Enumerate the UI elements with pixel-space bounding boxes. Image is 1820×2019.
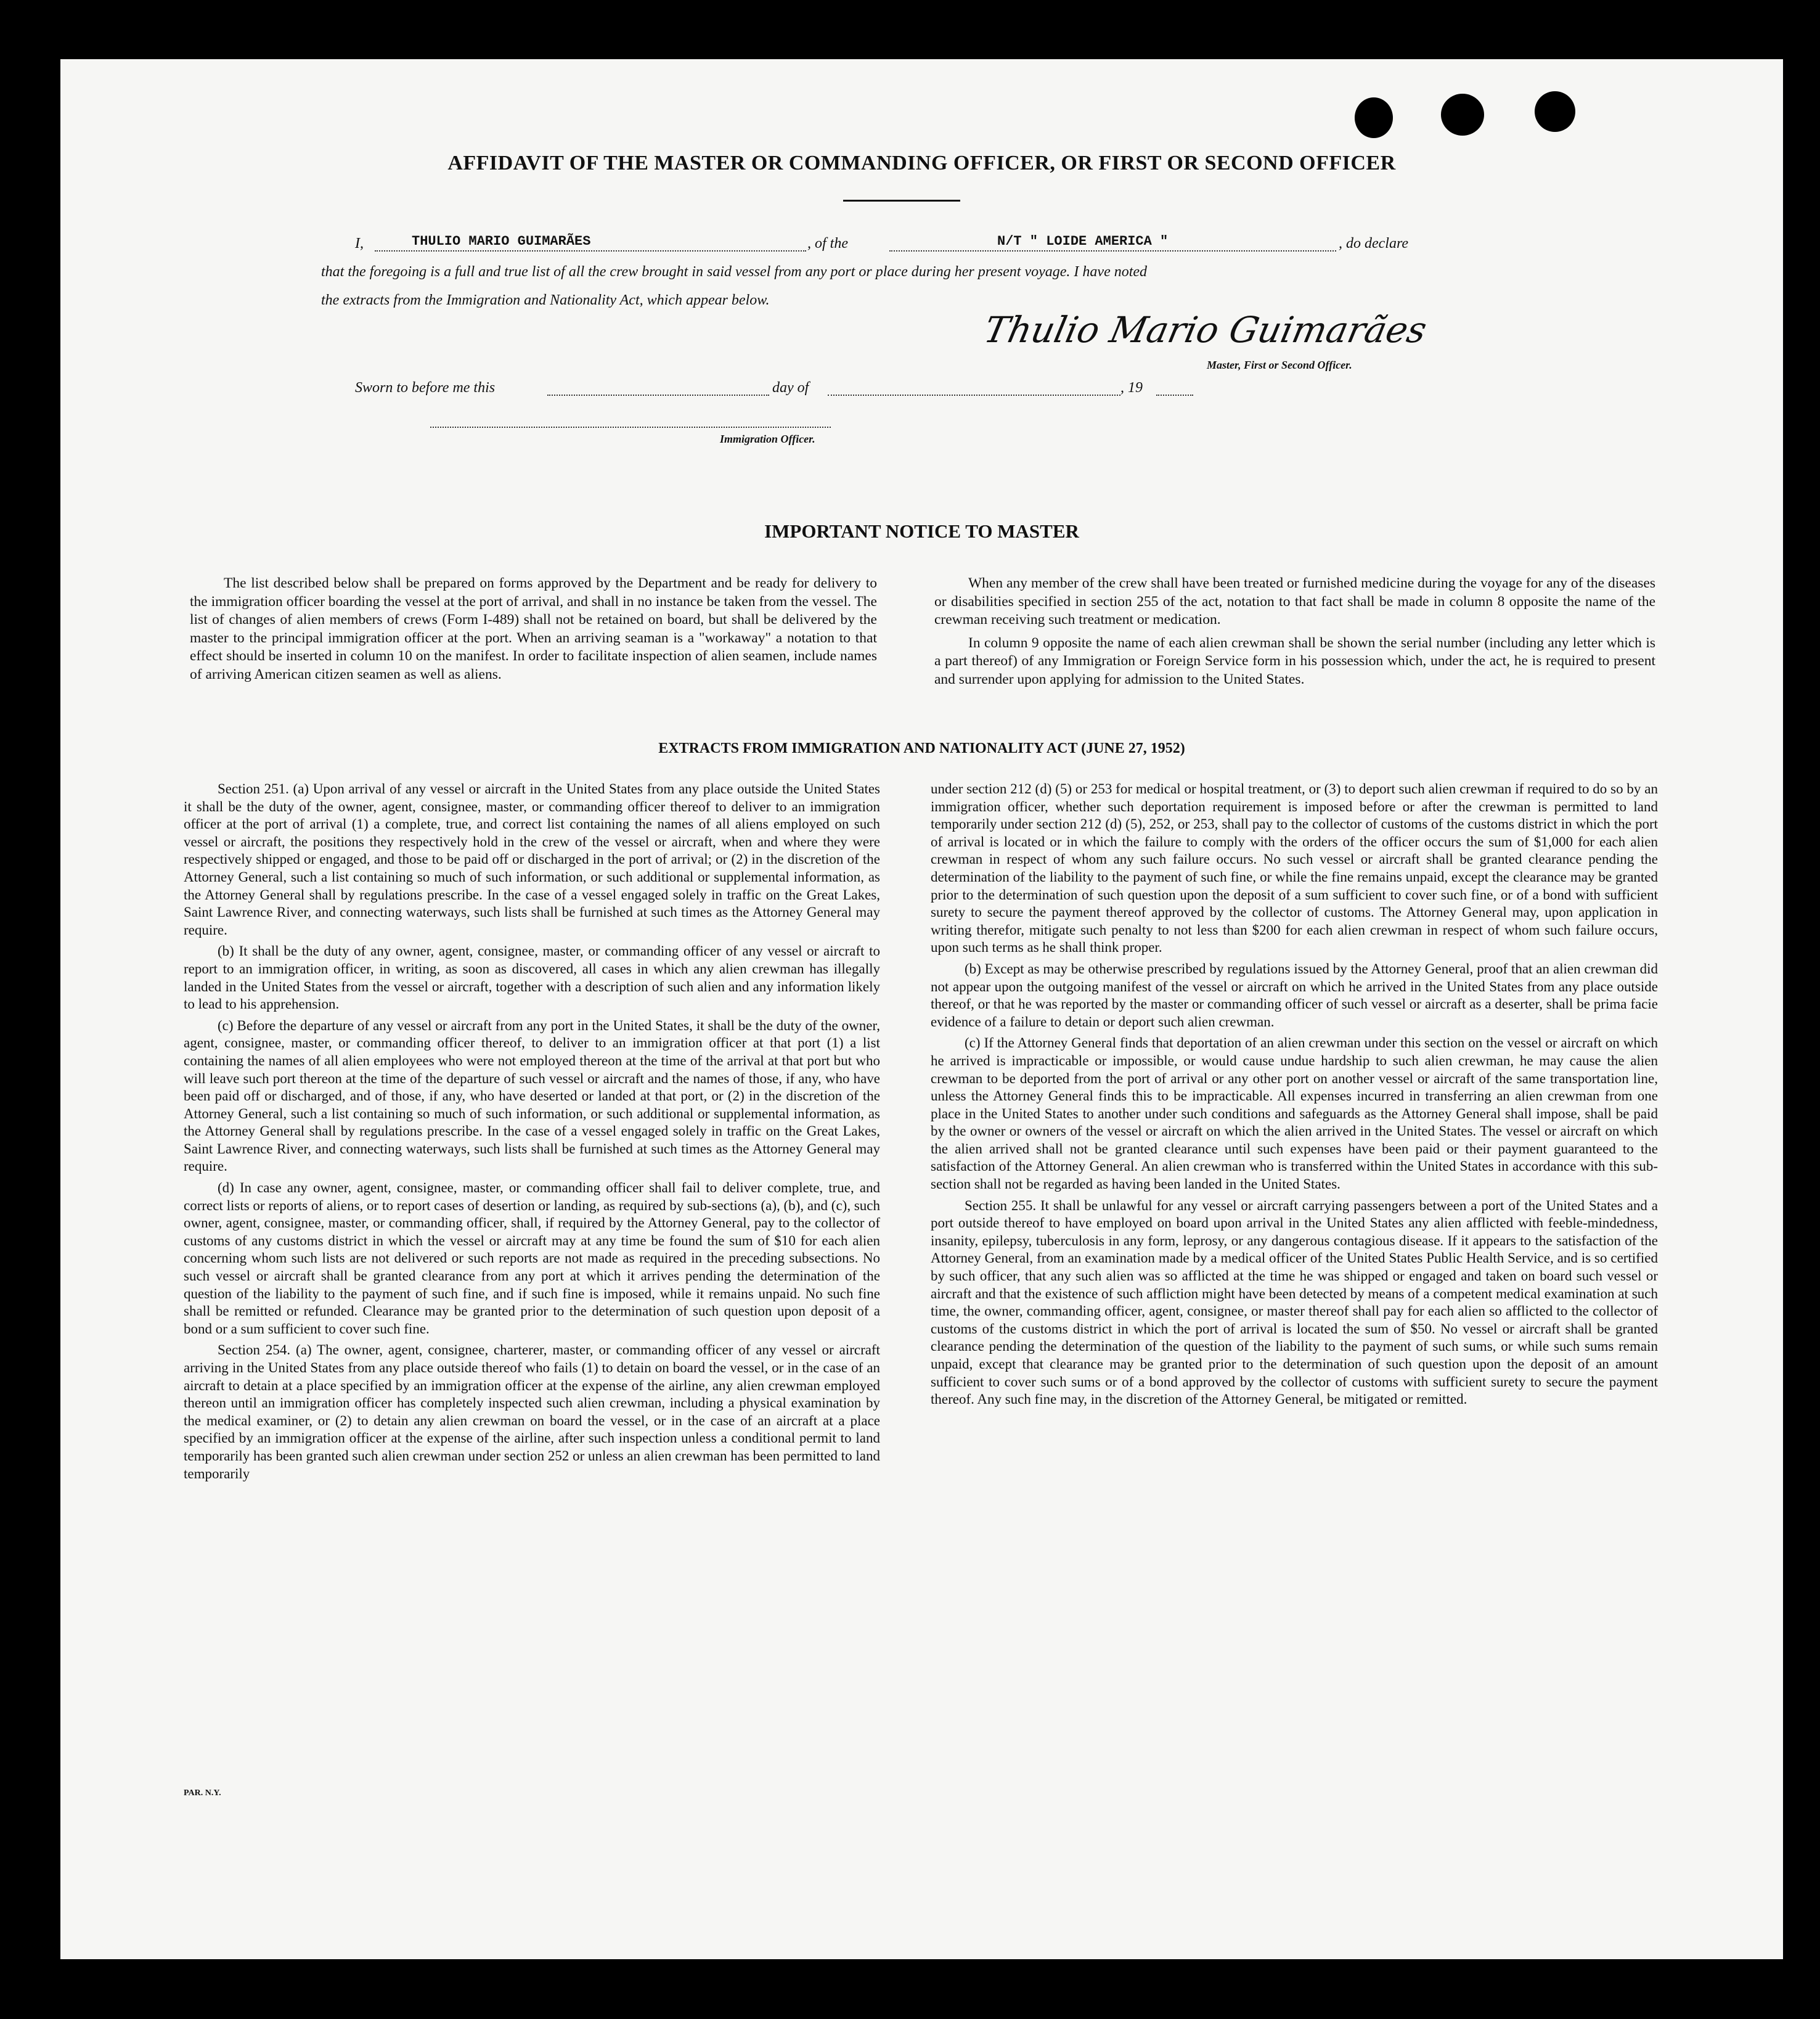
declare-label: , do declare — [1339, 235, 1409, 252]
section-255: Section 255. It shall be unlawful for any vessel or aircraft carrying passengers between a port of the United States and a port outside thereof to have employed on board upon arrival in the United States any alien afflicted with feeble-mindedness, insanity, epilepsy, tuberculosis in any form, leprosy, or any dangerous contagious disease. If it appears to the satisfaction of the Attorney General, from an examination made by a medical officer of the United States Public Health Service, and is so certified by such officer, that any such alien was so afflicted at the time he was shipped or engaged and taken on board such vessel or aircraft and that the existence of such affliction might have been detected by means of a competent medical examination at such time, the owner, commanding officer, agent, consignee, or master thereof shall pay for each alien so afflicted to the collector of customs of the customs district in which the port of arrival is located the sum of $50. No vessel or aircraft shall be granted clearance pending the determination of the question of the liability to the payment of such sums, or while such sums remain unpaid, except that clearance may be granted prior to the determination of such question upon the deposit of an amount sufficient to cover such sums or of a bond approved by the collector of customs with sufficient surety to secure the payment thereof. Any such fine may, in the discretion of the Attorney General, be mitigated or remitted. — [931, 1197, 1658, 1407]
sworn-day-dotted-line — [547, 395, 769, 396]
section-251c: (c) Before the departure of any vessel or aircraft from any port in the United States, it shall be the duty of the owner, agent, consignee, master, or commanding officer thereof, to deliver to an immigration officer at that port (1) a list containing the names of all alien employees who were not employed thereon at the time of the arrival at that port but who will leave such port thereon at the time of the departure of such vessel or aircraft and the names of those, if any, who have been paid off or discharged, and of those, if any, who have deserted or landed at that port, or (2) in the discretion of the Attorney General, such a list containing so much of such information, or such additional or supplemental information, as the Attorney General shall by regulations prescribe. In the case of a vessel engaged solely in traffic on the Great Lakes, Saint Lawrence River, and connecting waterways, such lists shall be furnished at such times as the Attorney General may require. — [184, 1017, 880, 1174]
section-254b: (b) Except as may be otherwise prescribed by regulations issued by the Attorney General, proof that an alien crewman did not appear upon the outgoing manifest of the vessel or aircraft on which he arrived in the United States from any place outside thereof, or that he was reported by the master or commanding officer of such vessel or aircraft as a deserter, shall be prima facie evidence of a failure to detain or deport such alien crewman. — [931, 960, 1658, 1030]
vessel-name: N/T " LOIDE AMERICA " — [997, 234, 1169, 249]
name-dotted-line — [375, 250, 806, 252]
title-rule — [843, 200, 960, 202]
section-251d: (d) In case any owner, agent, consignee, master, or commanding officer shall fail to deliver complete, true, and correct lists or reports of aliens, or to report cases of desertion or landing, as required by sub-sections (a), (b), and (c), such owner, agent, consignee, master, or commanding officer, shall, if required by the Attorney General, pay to the collector of customs of any customs district in which the vessel or aircraft may at any time be found the sum of $10 for each alien concerning whom such lists are not delivered or such reports are not made as required in the preceding subsections. No such vessel or aircraft shall be granted clearance from any port at which it arrives pending the determination of the question of the liability to the payment of such fine, and if such fine is imposed, while it remains unpaid. No such fine shall be remitted or refunded. Clearance may be granted prior to the determination of such question upon deposit of a bond or a sum sufficient to cover such fine. — [184, 1180, 880, 1337]
extracts-left-column — [184, 780, 880, 1483]
notice-right-column — [934, 575, 1655, 689]
section-254c: (c) If the Attorney General finds that deportation of an alien crewman under this section on the vessel or aircraft on which he arrived is impracticable or impossible, or would cause undue hardship to such alien crewman, he may cause the alien crewman to be deported from the port of arrival or any other port on another vessel or aircraft of the same transportation line, unless the Attorney General finds this to be impracticable. All expenses incurred in transferring an alien crewman from one place in the United States to another under such conditions and safeguards as the Attorney General shall impose, shall be paid by the owner or owners of the vessel or aircraft on which the alien arrived in the United States. The vessel or aircraft on which the alien arrived shall not be granted clearance until such expenses have been paid or their payment guaranteed to the satisfaction of the Attorney General. An alien crewman who is transferred within the United States in accordance with this sub-section shall not be regarded as having been landed in the United States. — [931, 1035, 1658, 1192]
punch-hole-2 — [1441, 94, 1484, 136]
signature-caption: Master, First or Second Officer. — [1207, 359, 1352, 371]
printer-mark: PAR. N.Y. — [184, 1788, 221, 1798]
vessel-dotted-line — [889, 250, 1336, 252]
section-254a: Section 254. (a) The owner, agent, consignee, charterer, master, or commanding officer of any vessel or aircraft arriving in the United States from any place outside thereof who fails (1) to detain on board the vessel, or in the case of an aircraft to detain at a place specified by an immigration officer at the expense of the airline, any alien crewman employed thereon until an immigration officer has completely inspected such alien crewman, including a physical examination by the medical examiner, or (2) to detain any alien crewman on board the vessel, or in the case of an aircraft at a place specified by an immigration officer at the expense of the airline, after such inspection unless a conditional permit to land temporarily has been granted such alien crewman under section 252 or unless an alien crewman has been permitted to land temporarily — [184, 1342, 880, 1481]
section-251b: (b) It shall be the duty of any owner, agent, consignee, master, or commanding officer of any vessel or aircraft to report to an immigration officer, in writing, as soon as discovered, all cases in which any alien crewman has illegally landed in the United States from the vessel or aircraft, together with a description of such alien and any information likely to lead to his apprehension. — [184, 943, 880, 1012]
section-251a: Section 251. (a) Upon arrival of any vessel or aircraft in the United States from any place outside the United States it shall be the duty of the owner, agent, consignee, master, or commanding officer thereof to deliver to an immigration officer at the port of arrival (1) a complete, true, and correct list containing the names of all aliens employed on such vessel or aircraft, the positions they respectively hold in the crew of the vessel or aircraft, when and where they were respectively shipped or engaged, and those to be paid off or discharged in the port of arrival; or (2) in the discretion of the Attorney General, such a list containing so much of such information, or such additional or supplemental information, as the Attorney General shall by regulations prescribe. In the case of a vessel engaged solely in traffic on the Great Lakes, Saint Lawrence River, and connecting waterways, such lists shall be furnished at such times as the Attorney General may require. — [184, 781, 880, 938]
notice-title: IMPORTANT NOTICE TO MASTER — [764, 520, 1079, 542]
notice-right-text-2: In column 9 opposite the name of each alien crewman shall be shown the serial number (including any letter which is a part thereof) of any Immigration or Foreign Service form in his possession which, under the act, he is required to present and surrender upon applying for admission to the United States. — [934, 634, 1655, 687]
punch-hole-3 — [1535, 91, 1575, 132]
sworn-label: Sworn to before me this — [355, 380, 496, 396]
year-dotted-line — [1156, 395, 1193, 396]
i-label: I, — [355, 235, 364, 252]
month-dotted-line — [828, 395, 1120, 396]
punch-hole-1 — [1355, 97, 1393, 138]
declaration-line-2: that the foregoing is a full and true list of all the crew brought in said vessel from any port or place during her present voyage. I have noted — [321, 264, 1148, 280]
notice-left-column — [190, 575, 877, 684]
notice-right-text-1: When any member of the crew shall have been treated or furnished medicine during the voyage for any of the diseases or disabilities specified in section 255 of the act, notation to that fact shall be made in column 8 opposite the name of the crewman receiving such treatment or medication. — [934, 575, 1655, 628]
affidavit-title: AFFIDAVIT OF THE MASTER OR COMMANDING OFFICER, OR FIRST OR SECOND OFFICER — [447, 152, 1396, 174]
immigration-officer-dotted-line — [430, 427, 831, 428]
of-the-label: , of the — [807, 235, 848, 252]
officer-name: THULIO MARIO GUIMARÃES — [412, 234, 591, 249]
notice-left-text: The list described below shall be prepared on forms approved by the Department and be ready for delivery to the immigration officer boarding the vessel at the port of arrival, and shall in no instance be taken from the vessel. The list of changes of alien members of crews (Form I-489) shall not be retained on board, but shall be delivered by the master to the principal immigration officer at the port. When an arriving seaman is a "workaway" a notation to that effect should be inserted in column 10 on the manifest. In order to facilitate inspection of alien seamen, include names of arriving American citizen seamen as well as aliens. — [190, 575, 877, 682]
immigration-officer-caption: Immigration Officer. — [720, 433, 815, 445]
document-page — [60, 59, 1783, 1959]
day-of-label: day of — [772, 380, 809, 396]
section-254a-continued: under section 212 (d) (5) or 253 for medical or hospital treatment, or (3) to deport such alien crewman if required to do so by an immigration officer, whether such deportation requirement is imposed before or after the crewman is permitted to land temporarily under section 212 (d) (5), 252, or 253, shall pay to the collector of customs of the customs district in which the port of arrival is located or in which the failure to comply with the orders of the officer occurs the sum of $1,000 for each alien crewman in respect of whom any such failure occurs. No such vessel or aircraft shall be granted clearance pending the determination of the liability to the payment of such fine, or while the fine remains unpaid, except the clearance may be granted prior to the determination of such question upon the deposit of a sum sufficient to cover such fine, or of a bond with sufficient surety to secure the payment thereof approved by the collector of customs. The Attorney General may, upon application in writing therefor, mitigate such penalty to not less than $200 for each alien crewman in respect of whom such failure occurs, upon such terms as he shall think proper. — [931, 781, 1658, 956]
extracts-title: EXTRACTS FROM IMMIGRATION AND NATIONALITY ACT (JUNE 27, 1952) — [658, 740, 1185, 756]
extracts-right-column — [931, 780, 1658, 1409]
master-signature: Thulio Mario Guimarães — [980, 309, 1430, 351]
year-label: , 19 — [1120, 380, 1143, 396]
declaration-line-3: the extracts from the Immigration and Nationality Act, which appear below. — [321, 292, 770, 308]
